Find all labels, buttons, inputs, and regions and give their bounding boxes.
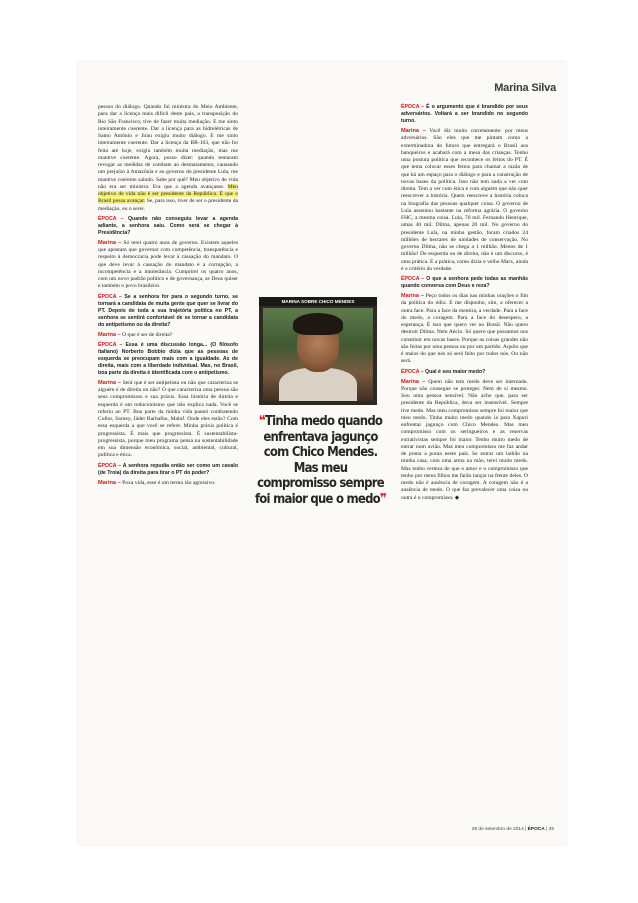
answer-text: Só terei quatro anos de governo. Existem aqueles que apostam que governar com competência, transparência e respeito à democracia pode levar à cassação do mandato. O que deve levar à cassação do mandato é a corrupção, a incompetência e a intolerância. Cumprirei os quatro anos, com um novo padrão político e de governança, se Deus quiser e também o povo brasileiro. [98,239,239,290]
photo-caption: MARINA SOBRE CHICO MENDES [259,297,377,306]
answer-text: Poxa vida, esse é um termo tão agressivo. [122,479,216,486]
pull-quote [254,414,387,507]
page-footer: 29 de setembro de 2014 | ÉPOCA | 35 [471,827,554,832]
page-number: 35 [548,827,554,832]
close-quote-mark: ❞ [379,490,387,507]
answer-speaker: Marina – [98,479,121,486]
answer-text: Será que é ser antipetista ou não que caracteriza se alguém é de direita ou não? O que caracteriza uma pessoa são seus compromissos e sua práxis. Essa história de direita e esquerda é um reducionismo que não explica nada. Você se referiu ao PT. Boa parte da minha vida passei combatendo Collor, Sarney, Jáder Barbalho, Maluf. Onde eles estão? Com essa esquerda a que você se refere. Minha práxis política é progressista. É mais que progressista. É sustentabilista-progressista, porque meu programa pensa na sustentabilidade em sua dimensão econômica, social, ambiental, cultural, política e ética. [98,379,238,459]
answer-speaker: Marina – [98,331,121,338]
magazine-page [78,62,566,844]
question-tag: ÉPOCA – [401,104,425,110]
answer-text: Quem não tem medo deve ser internado. Porque não consegue se proteger. Nem de si mesmo. Sou uma pessoa sensível. Não acho que, para ser presidente da República, deva ser insensível. Sempre tive medo. Mas meu compromisso sempre foi maior que meu medo. Tinha muito medo quando ia para Xapuri enfrentar jagunço com Chico Mendes. Mas meu compromisso com os seringueiros e as reservas extrativistas sempre foi maior. Tenho muito medo de entrar num avião. Mas meu compromisso me faz andar de ponta a ponta neste país. Se entrar um ladrão na minha casa, com uma arma na mão, terei muito medo. Mas tenho certeza de que o amor e o compromisso que tenho por meus filhos me farão lançar na frente deles. O medo não é ausência de coragem. A coragem não é a ausência de medo. O que faz prevalecer uma coisa ou outra é o compromisso. ◆ [401,378,529,501]
interview-answer [98,240,303,291]
photo-box [259,297,377,405]
photo-figure-hair [293,313,343,335]
answer-text: Você diz muito corretamente: por meus adversários. São eles que me pintam como a exterminadora do futuro que entregará o Brasil aos banqueiros e acabará com a mesa das crianças. Tenho uma postura política que reconhece os feitos do PT. É que tenta colocar esses feitos para chamar a razão de que há um espaço para o diálogo e para a construção de novas bases da política. Isso não tem nada a ver com direita. Tem a ver com ética e com alguém que não quer reescrever a história. Quem reescreve a história coloca na biografia das pessoas qualquer coisa. O governo de Lula assentou bastante na reforma agrária. O governo FHC, a mesma coisa. Lula, 70 mil. Fernando Henrique, umas 40 mil. Dilma, apenas 20 mil. No governo do presidente Lula, na minha gestão, foram criados 24 milhões de hectares de unidades de conservação. No governo Dilma, não se chega a 1 milhão. Menos de 1 milhão! De esquerda ou de direita, não é um discurso, é uma prática. E a prática, como dizia o velho Marx, ainda é o critério da verdade. [401,128,528,272]
question-tag: ÉPOCA – [98,293,122,300]
answer-speaker: Marina – [401,378,426,385]
question-tag: ÉPOCA – [401,276,425,282]
interview-question [98,216,303,237]
answer-speaker: Marina – [401,128,426,134]
section-title: Marina Silva [494,82,556,94]
body-paragraph [98,104,303,213]
footer-brand: ÉPOCA [527,827,545,832]
body-text: Se, para isso, tiver de ser o presidente da mediação, eu o serei. [98,198,238,212]
interview-question [323,104,528,125]
question-tag: ÉPOCA – [401,368,424,375]
chico-mendes-photo [263,308,373,401]
answer-speaker: Marina – [98,239,122,246]
question-text: Quando não conseguiu levar a agenda adiante, a senhora saiu. Como será se chegar à Presidência? [98,215,238,236]
answer-text: Peço todos os dias nas minhas orações o fim da política do ódio. E me disponho, sim, a oferecer a outra face. Para a face da mentira, a verdade. Para a face do medo, a coragem. Para a face do desespero, a esperança. É isso que quero ver no Brasil. Não quero destruir Dilma. Nem Aécio. Só quero que possamos nos constituir em novas bases. Porque as coisas grandes não são feitas por uma pessoa ou por um partido. Aquilo que é maior do que nós só será feito por todos nós. Ou não será. [401,293,528,365]
question-text: O que a senhora pede todas as manhãs quando conversa com Deus e reza? [401,276,528,289]
question-text: A senhora repudia então ser como um cavalo (de Troia) da direita para tirar o PT do poder? [98,462,238,476]
question-text: É o argumento que é brandido por seus adversários. Voltará a ser brandido no segundo turno. [401,104,528,124]
interview-question [323,276,528,290]
question-text: Essa é uma discussão longa... (O filósofo italiano) Norberto Bobbio dizia que as pessoas de esquerda se preocupam mais com a igualdade. As de direita, mais com a liberdade individual. Mas, no Brasil, boa parte da direita é identificada com o antipetismo. [98,341,238,376]
question-tag: ÉPOCA – [98,462,122,469]
question-text: Se a senhora for para o segundo turno, se tornará a candidata de muita gente que quer se livrar do PT. Depois de toda a sua trajetória política no PT, a senhora se sentirá confortável de se tornar a candidata do antipetismo ou da direita? [98,293,238,328]
answer-speaker: Marina – [401,293,425,299]
pull-quote-text: Tinha medo quando enfrentava jagunço com Chico Mendes. Mas meu compromisso sempre foi maior que o medo [254,413,384,507]
highlighted-text: Meu objetivo de vida não é ser presidente da República. É que o Brasil possa avançar. [98,183,238,205]
body-text: pessoa do diálogo. Quando fui ministra do Meio Ambiente, para dar a licença mais difícil deste país, a transposição do Rio São Francisco, tive de fazer muita mediação. E me sinto inteiramente coerente. Dar a licença para as hidrelétricas de Santo Antônio e Jirau exigiu muito diálogo. E me sinto inteiramente coerente. Dar a licença da BR-163, que não foi feita até hoje, exigiu também muita mediação, mas me mantive coerente. Agora, posso dizer: quando tentaram revogar as medidas de combate ao desmatamento, causando um prejuízo à Amazônia e ao governo do presidente Lula, me mantive coerente saindo. Sabe por quê? Meu objetivo de vida não era ser ministra. Era que a agenda avançasse. [98,104,238,190]
footer-date: 29 de setembro de 2014 [471,827,524,832]
interview-answer [323,128,528,273]
question-tag: ÉPOCA – [98,215,124,222]
answer-speaker: Marina – [98,379,121,386]
question-text: Qual é seu maior medo? [425,368,486,375]
question-tag: ÉPOCA – [98,341,123,348]
open-quote-mark: ❝ [258,413,265,429]
photo-figure-body [279,368,357,401]
answer-text: O que é ser de direita? [122,331,173,338]
